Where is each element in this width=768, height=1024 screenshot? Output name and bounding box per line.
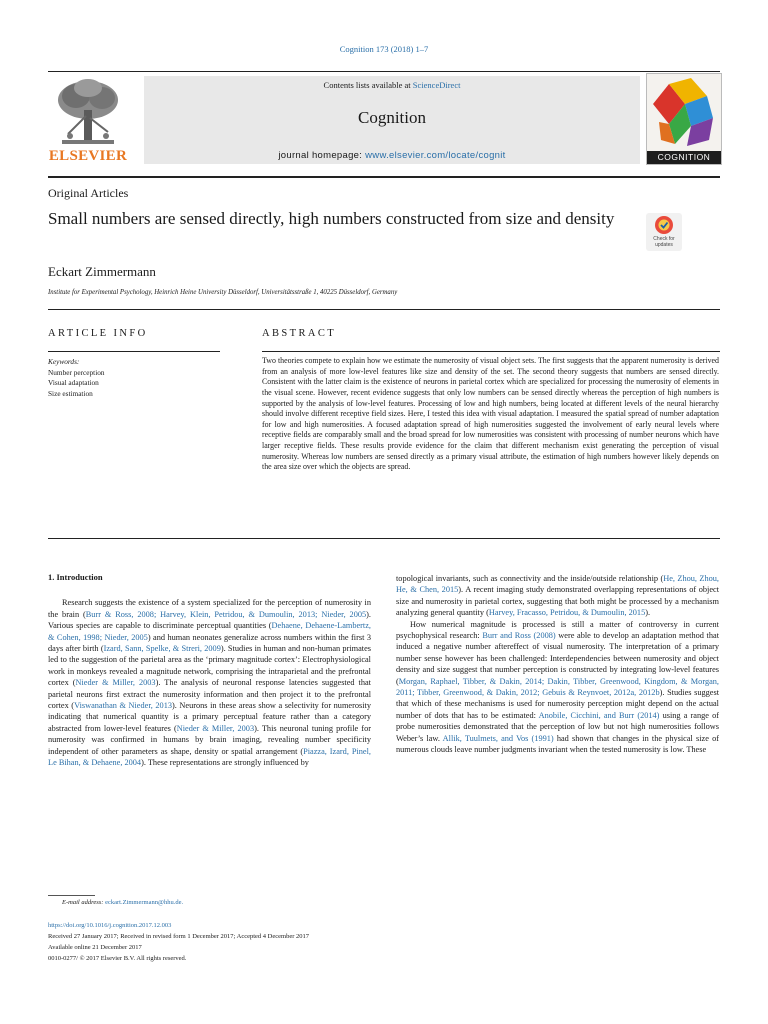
check-updates-line1: Check for	[653, 236, 675, 242]
citation-link[interactable]: Burr & Ross, 2008; Harvey, Klein, Petridou, & Dumoulin, 2013; Nieder, 2005	[85, 609, 367, 619]
keywords-block	[48, 357, 105, 400]
affiliation-rule	[48, 309, 720, 310]
abstract-heading: ABSTRACT	[262, 328, 337, 339]
citation-link[interactable]: Morgan, Raphael, Tibber, & Dakin, 2014; Dakin, Tibber, Greenwood, Kingdom, & Morgan, 2011; Tibber, Greenwood, & Dakin, 2012; Gebuis & Reynvoet, 2012a, 2012b	[396, 676, 719, 698]
author-name[interactable]: Eckart Zimmermann	[48, 264, 156, 279]
body-text: ). A recent imaging study demonstrated overlapping representations of object size and numerosity in parietal cortex, suggesting that both might be processed by a mechanism analyzing general quantity (	[396, 585, 720, 618]
citation-link[interactable]: Nieder & Miller, 2003	[176, 723, 255, 733]
body-text: using a range of probe numerosities demonstrated that the perception of low but not high numerosities follows Weber’s law.	[396, 710, 719, 743]
journal-header-box	[144, 76, 640, 164]
body-text: ). Studies suggest that which of these mechanisms is used for numerosity perception might depend on the actual number of dots that has to be estimated:	[396, 688, 720, 720]
keyword-item: Size estimation	[48, 389, 93, 399]
body-text: ).	[645, 608, 651, 618]
abstract-rule	[262, 351, 720, 352]
body-column-right	[396, 573, 719, 756]
body-text: ) and human neonates generalize across numbers within the first 3 days after birth (	[48, 632, 371, 654]
body-text: ). This neuronal tuning profile for numerosity was confirmed in humans by brain imaging, revealing number specificity independent of other parameters as shape, density or spatial arrangement (	[48, 723, 371, 756]
article-section: Original Articles	[48, 186, 129, 200]
body-text: Research suggests the existence of a system specialized for the perception of numerosity in the brain (	[48, 598, 371, 619]
elsevier-wordmark[interactable]: ELSEVIER	[48, 148, 128, 164]
body-text: topological invariants, such as connectivity and the inside/outside relationship (	[396, 574, 664, 583]
copyright-line: 0010-0277/ © 2017 Elsevier B.V. All rights reserved.	[48, 955, 187, 962]
header-top-rule	[48, 71, 720, 72]
cover-label: COGNITION	[647, 151, 721, 164]
check-for-updates-button[interactable]	[646, 213, 682, 251]
email-link[interactable]: eckart.Zimmermann@hhu.de.	[105, 899, 184, 906]
keyword-item: Visual adaptation	[48, 378, 99, 388]
check-updates-line2: updates	[655, 241, 673, 248]
homepage-line	[144, 150, 640, 161]
article-info-heading: ARTICLE INFO	[48, 328, 148, 339]
footnote-rule	[48, 895, 95, 896]
email-label: E-mail address:	[62, 899, 104, 906]
body-text: ). These representations are strongly influenced by	[141, 758, 309, 768]
body-text: ). Studies in human and non-human primates led to the suggestion of the parietal area as the ‘primary magnitude cortex’: Electrophysiological work in monkeys revealed a magnitude network, comprising the intraparietal and the prefrontal cortex (	[48, 644, 371, 688]
homepage-link[interactable]: www.elsevier.com/locate/cognit	[365, 150, 506, 161]
introduction-heading: 1. Introduction	[48, 572, 103, 582]
contents-prefix: Contents lists available at	[323, 80, 413, 90]
keyword-item: Number perception	[48, 367, 105, 377]
citation-link[interactable]: He, Zhou, Zhou, He, & Chen, 2015	[396, 574, 719, 595]
available-online: Available online 21 December 2017	[48, 944, 142, 951]
header-bottom-rule	[48, 176, 720, 178]
citation-link[interactable]: Viswanathan & Nieder, 2013	[74, 701, 172, 711]
body-text: ). Neurons in these areas show a selectivity for numerosity indicating that numerical quantity is a primary perceptual feature rather than a category abstracted from lower-level features (	[48, 701, 371, 733]
body-rule	[48, 538, 720, 539]
article-info-rule	[48, 351, 220, 352]
journal-title: Cognition	[357, 108, 426, 127]
citation-link[interactable]: Dehaene, Dehaene-Lambertz, & Cohen, 1998; Nieder, 2005	[48, 621, 371, 642]
body-text: ). Various species are capable to discriminate perceptual quantities (	[48, 609, 371, 631]
body-text: How numerical magnitude is processed is still a matter of controversy in current psychophysical research:	[396, 619, 719, 641]
check-updates-label	[646, 237, 682, 248]
journal-cover-image[interactable]	[646, 73, 722, 165]
journal-reference[interactable]: Cognition 173 (2018) 1–7	[339, 44, 429, 54]
check-updates-icon	[646, 213, 682, 237]
article-title: Small numbers are sensed directly, high numbers constructed from size and density	[48, 209, 615, 228]
body-text: ). The analysis of neuronal response latencies suggested that parietal neurons first extract the numerosity information and then project it to the prefrontal cortex (	[48, 678, 371, 711]
homepage-prefix: journal homepage:	[278, 150, 366, 161]
body-paragraph	[396, 573, 719, 619]
doi-link[interactable]: https://doi.org/10.1016/j.cognition.2017.12.003	[48, 922, 172, 929]
footnote-email	[62, 899, 183, 906]
keywords-label: Keywords:	[48, 357, 80, 366]
sciencedirect-link[interactable]: ScienceDirect	[412, 80, 461, 90]
citation-link[interactable]: Izard, Sann, Spelke, & Streri, 2009	[103, 644, 221, 654]
cover-art-icon	[647, 74, 719, 150]
citation-link[interactable]: Harvey, Fracasso, Petridou, & Dumoulin, 2015	[488, 608, 646, 618]
citation-link[interactable]: Burr and Ross (2008)	[482, 631, 556, 641]
citation-link[interactable]: Nieder & Miller, 2003	[75, 678, 156, 688]
contents-line	[144, 80, 640, 90]
citation-link[interactable]: Allik, Tuulmets, and Vos (1991)	[442, 733, 554, 743]
body-text: had shown that changes in the physical size of numerous clouds leave number judgments invariant when the tested numerosity is low. These	[396, 733, 719, 755]
body-column-left	[48, 572, 371, 769]
received-dates: Received 27 January 2017; Received in revised form 1 December 2017; Accepted 4 December 2017	[48, 933, 309, 940]
body-paragraph	[48, 597, 371, 768]
author-affiliation: Institute for Experimental Psychology, Heinrich Heine University Düsseldorf, Universitätsstraße 1, 40225 Düsseldorf, Germany	[48, 289, 398, 296]
citation-link[interactable]: Piazza, Izard, Pinel, Le Bihan, & Dehaene, 2004	[48, 746, 371, 768]
body-paragraph	[396, 619, 719, 756]
citation-link[interactable]: Anobile, Cicchini, and Burr (2014)	[538, 710, 660, 720]
abstract-text: Two theories compete to explain how we estimate the numerosity of visual object sets. The first suggests that the apparent numerosity is derived from an analysis of more low-level features like size and density of the set. The second theory suggests that numbers are sensed directly. Consistent with the latter claim is the existence of neurons in parietal cortex which are specialized for processing the numerosity of elements in the visual scene. However, recent evidence suggests that only low numbers can be sensed directly whereas the perception of high numbers is supported by the analysis of low-level features. Processing of low and high numbers, being located at different levels of the neural hierarchy should involve different receptive field sizes. Here, I tested this idea with visual adaptation. I measured the spatial spread of number adaptation for low and high numerosities. A focused adaptation spread of high numerosities suggested the involvement of early neural levels where receptive fields are comparably small and the broad spread for low numerosities was consistent with processing of number neurons which have larger receptive fields. These results provide evidence for the claim that different mechanism exist generating the perception of visual numerosity. Whereas low numbers are sensed directly as a primary visual attribute, the estimation of high numbers however likely depends on the area size over which the objects are spread.	[262, 356, 719, 472]
body-text: were able to develop an adaptation method that induced a negative number aftereffect of visual numerosity. The interpretation of a primary number sense however has been challenged: Interdependencies between numerosity and object density and size suggest that number perception is constructed by integrating low-level features (	[396, 631, 719, 686]
